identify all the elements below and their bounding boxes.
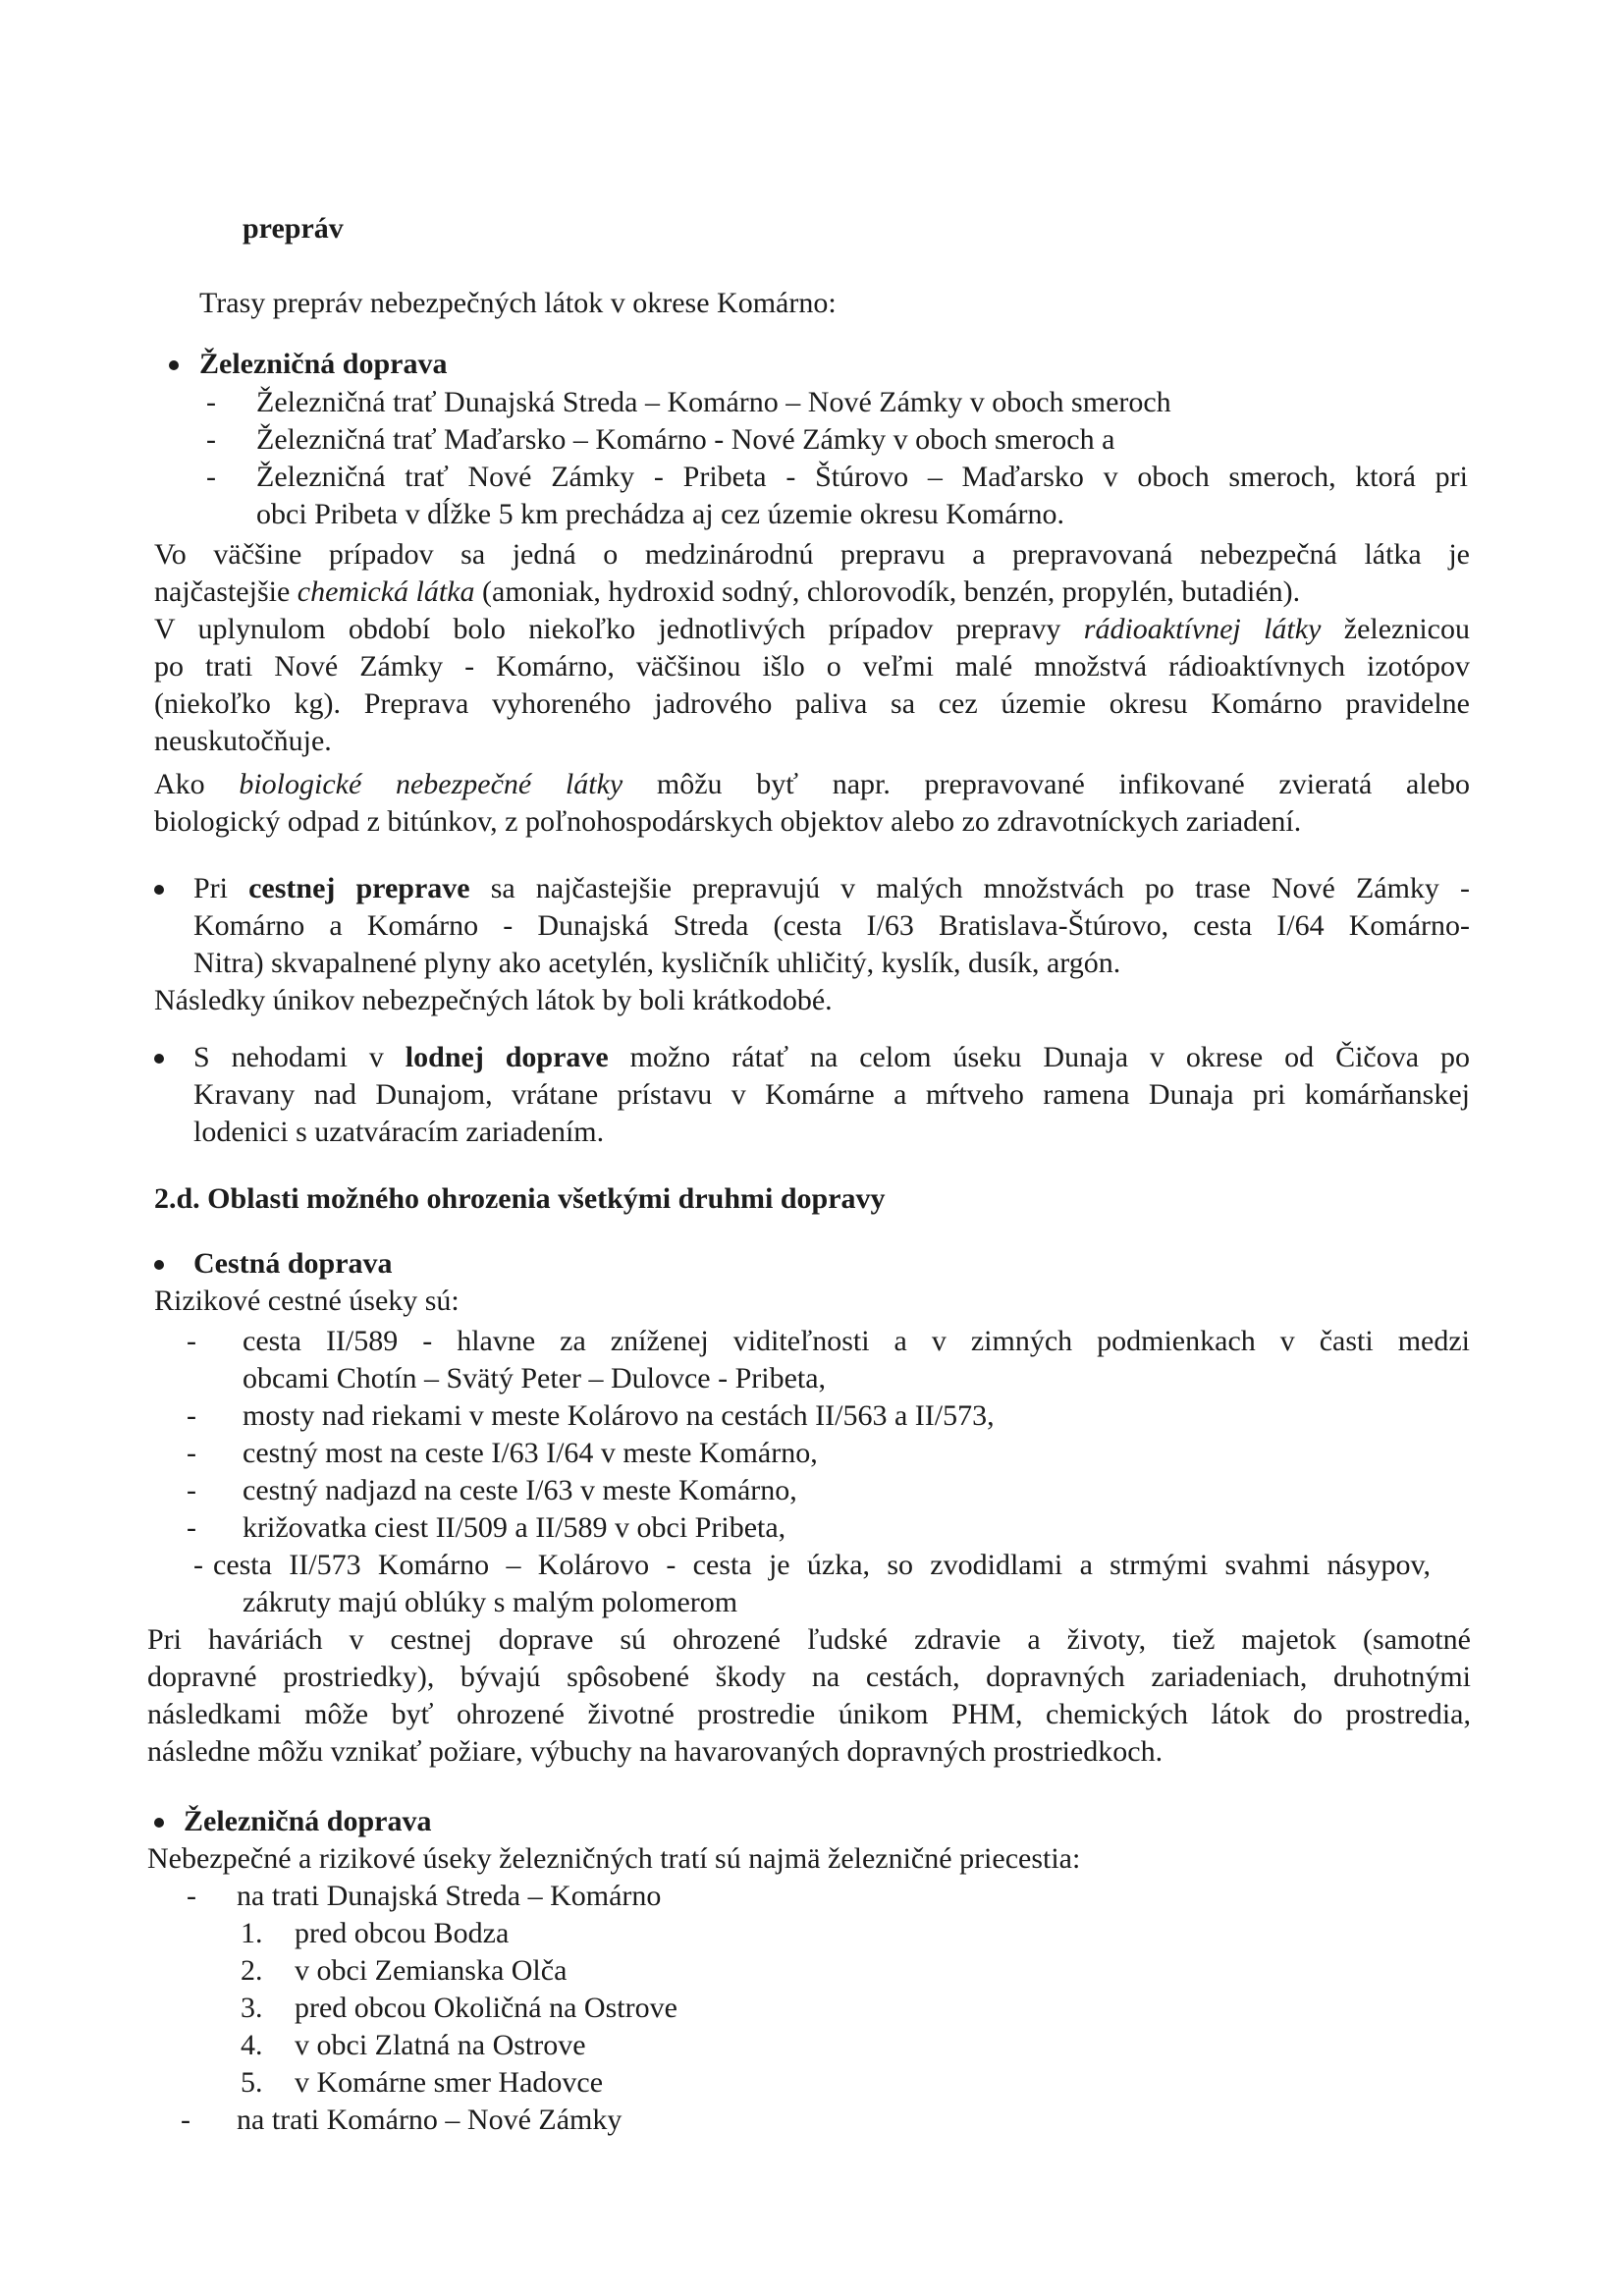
paragraph-line: V uplynulom období bolo niekoľko jednotlivých prípadov prepravy rádioaktívnej látky železnicou	[154, 613, 1471, 645]
dash-marker: -	[206, 461, 216, 493]
dash-marker: -	[187, 1437, 196, 1469]
paragraph-line: Nebezpečné a rizikové úseky železničných tratí sú najmä železničné priecestia:	[147, 1842, 1081, 1875]
road-heading: Cestná doprava	[193, 1247, 393, 1280]
crossing-number: 2.	[241, 1954, 263, 1987]
paragraph-line: najčastejšie chemická látka (amoniak, hydroxid sodný, chlorovodík, benzén, propylén, butadién).	[154, 575, 1301, 608]
dash-marker: -	[193, 1549, 203, 1581]
dash-marker: -	[206, 423, 216, 456]
paragraph-line: neuskutočňuje.	[154, 725, 332, 757]
bullet-icon	[154, 1818, 164, 1828]
paragraph-line: dopravné prostriedky), bývajú spôsobené škody na cestách, dopravných zariadeniach, druhotnými	[147, 1661, 1471, 1693]
paragraph-line: lodenici s uzatváracím zariadením.	[193, 1116, 605, 1148]
bullet-icon	[169, 360, 179, 370]
dash-marker: -	[187, 1399, 196, 1432]
list-item: cestný most na ceste I/63 I/64 v meste Komárno,	[243, 1437, 818, 1469]
list-item-continued: obcami Chotín – Svätý Peter – Dulovce - Pribeta,	[243, 1362, 827, 1394]
paragraph-line: následne môžu vznikať požiare, výbuchy na havarovaných dopravných prostriedkoch.	[147, 1735, 1164, 1768]
radioactive-emphasis: rádioaktívnej látky	[1083, 613, 1322, 645]
rail-heading-1: Železničná doprava	[199, 348, 448, 380]
dash-marker: -	[206, 386, 216, 418]
road-transport-emphasis: cestnej preprave	[248, 872, 470, 904]
paragraph-line: následkami môže byť ohrozené životné prostredie únikom PHM, chemických látok do prostredia,	[147, 1698, 1471, 1730]
list-item: Železničná trať Nové Zámky - Pribeta - Štúrovo – Maďarsko v oboch smeroch, ktorá pri	[256, 461, 1468, 493]
bullet-icon	[154, 1260, 164, 1270]
list-item: križovatka ciest II/509 a II/589 v obci Pribeta,	[243, 1511, 786, 1544]
list-item-continued: obci Pribeta v dĺžke 5 km prechádza aj cez územie okresu Komárno.	[256, 498, 1064, 530]
list-item-continued: zákruty majú oblúky s malým polomerom	[243, 1586, 738, 1618]
list-item: Železničná trať Maďarsko – Komárno - Nové Zámky v oboch smeroch a	[256, 423, 1115, 456]
paragraph-line: Vo väčšine prípadov sa jedná o medzinárodnú prepravu a prepravovaná nebezpečná látka je	[154, 538, 1470, 571]
crossing-item: v Komárne smer Hadovce	[295, 2066, 604, 2099]
crossing-item: v obci Zemianska Olča	[295, 1954, 568, 1987]
section-heading: 2.d. Oblasti možného ohrozenia všetkými druhmi dopravy	[154, 1182, 886, 1215]
paragraph-line: biologický odpad z bitúnkov, z poľnohospodárskych objektov alebo zo zdravotníckych zariadení.	[154, 805, 1302, 838]
paragraph-line: Následky únikov nebezpečných látok by boli krátkodobé.	[154, 984, 833, 1016]
paragraph-line: Pri haváriách v cestnej doprave sú ohrozené ľudské zdravie a životy, tiež majetok (samotné	[147, 1623, 1471, 1656]
list-item: Železničná trať Dunajská Streda – Komárno – Nové Zámky v oboch smeroch	[256, 386, 1171, 418]
list-item: na trati Komárno – Nové Zámky	[237, 2104, 623, 2136]
crossing-item: v obci Zlatná na Ostrove	[295, 2029, 586, 2061]
list-item: na trati Dunajská Streda – Komárno	[237, 1880, 662, 1912]
dash-marker: -	[187, 1880, 196, 1912]
list-item: cesta II/589 - hlavne za zníženej viditeľnosti a v zimných podmienkach v časti medzi	[243, 1325, 1470, 1357]
rail-heading-2: Železničná doprava	[184, 1805, 432, 1837]
heading-top: prepráv	[243, 212, 344, 245]
ship-transport-emphasis: lodnej doprave	[405, 1041, 609, 1073]
paragraph-line: Pri cestnej preprave sa najčastejšie prepravujú v malých množstvách po trase Nové Zámky -	[193, 872, 1471, 904]
dash-marker: -	[187, 1474, 196, 1506]
crossing-number: 4.	[241, 2029, 263, 2061]
bullet-icon	[154, 1054, 164, 1064]
intro-text: Trasy prepráv nebezpečných látok v okrese Komárno:	[199, 287, 837, 319]
crossing-item: pred obcou Okoličná na Ostrove	[295, 1992, 677, 2024]
paragraph-line: Kravany nad Dunajom, vrátane prístavu v Komárne a mŕtveho ramena Dunaja pri komárňanskej	[193, 1078, 1470, 1111]
biological-emphasis: biologické nebezpečné látky	[239, 768, 623, 800]
crossing-number: 3.	[241, 1992, 263, 2024]
paragraph-line: Nitra) skvapalnené plyny ako acetylén, kysličník uhličitý, kyslík, dusík, argón.	[193, 947, 1121, 979]
dash-marker: -	[187, 1511, 196, 1544]
dash-marker: -	[181, 2104, 190, 2136]
paragraph-line: po trati Nové Zámky - Komárno, väčšinou išlo o veľmi malé množstvá rádioaktívnych izotópov	[154, 650, 1470, 683]
paragraph-line: Ako biologické nebezpečné látky môžu byť napr. prepravované infikované zvieratá alebo	[154, 768, 1470, 800]
paragraph-line: Komárno a Komárno - Dunajská Streda (cesta I/63 Bratislava-Štúrovo, cesta I/64 Komárno-	[193, 909, 1470, 942]
paragraph-line: Rizikové cestné úseky sú:	[154, 1285, 460, 1317]
bullet-icon	[154, 885, 164, 895]
list-item: cesta II/573 Komárno – Kolárovo - cesta je úzka, so zvodidlami a strmými svahmi násypov,	[213, 1549, 1431, 1581]
paragraph-line: S nehodami v lodnej doprave možno rátať na celom úseku Dunaja v okrese od Čičova po	[193, 1041, 1470, 1073]
dash-marker: -	[187, 1325, 196, 1357]
crossing-item: pred obcou Bodza	[295, 1917, 510, 1949]
list-item: mosty nad riekami v meste Kolárovo na cestách II/563 a II/573,	[243, 1399, 995, 1432]
list-item: cestný nadjazd na ceste I/63 v meste Komárno,	[243, 1474, 797, 1506]
paragraph-line: (niekoľko kg). Preprava vyhoreného jadrového paliva sa cez územie okresu Komárno pravidelne	[154, 687, 1470, 720]
chemical-emphasis: chemická látka	[297, 575, 475, 608]
crossing-number: 1.	[241, 1917, 263, 1949]
crossing-number: 5.	[241, 2066, 263, 2099]
